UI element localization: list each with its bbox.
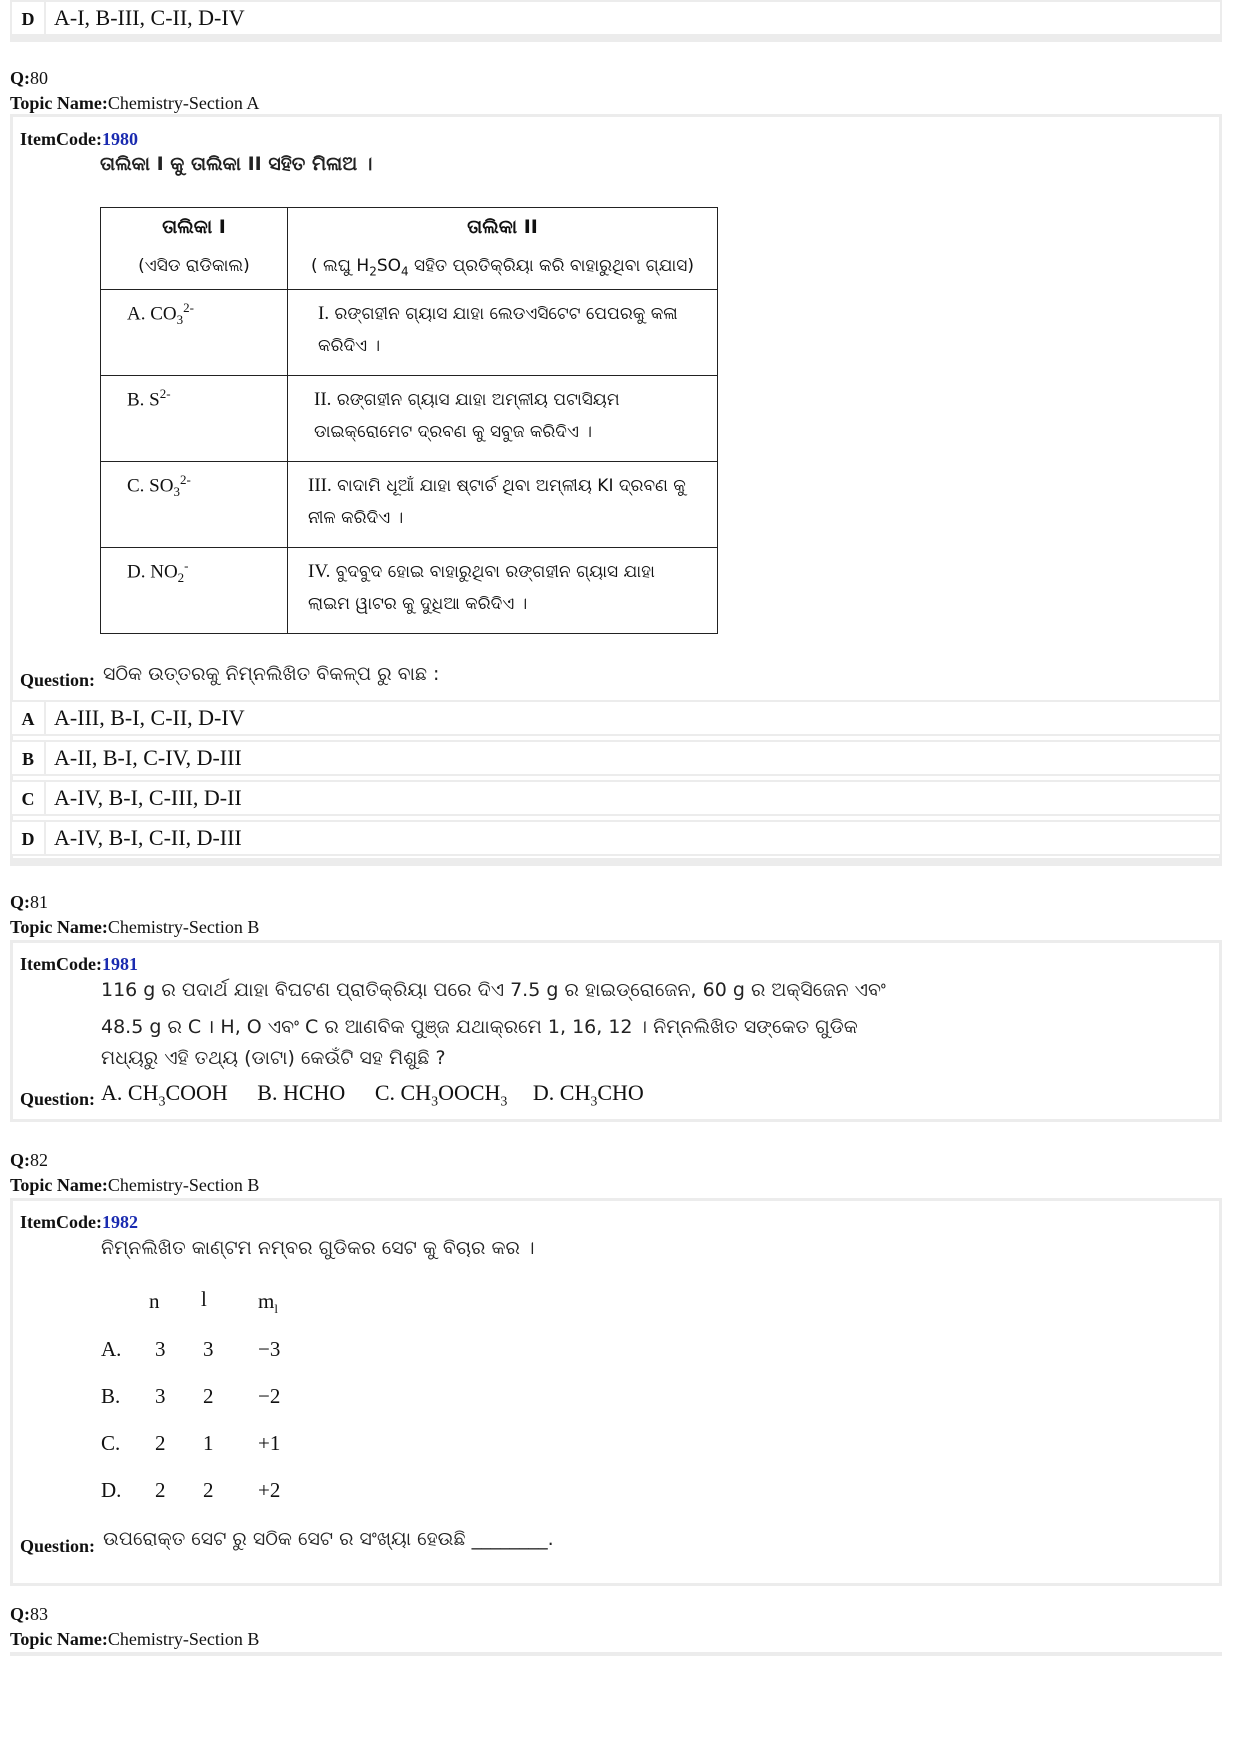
option-text: A-III, B-I, C-II, D-IV [54,705,245,730]
row-l: 3 [203,1337,214,1361]
row-ml: −3 [258,1337,281,1361]
question-number: Q:83 [10,1604,48,1624]
row-label: D. [101,1478,122,1502]
topic-name: Topic Name:Chemistry-Section B [10,1175,260,1195]
header-n: n [149,1289,160,1313]
table-row: D. $NO_2^-$ IV. ବୁଦବୁଦ ହୋଇ ବାହାରୁଥିବା ରଙ୍ଗହୀନ ଗ୍ୟାସ ଯାହା ଲାଇମ ୱାଟର କୁ ଦୁଧିଆ କରିଦିଏ । [101,548,718,634]
formula-options [101,1080,644,1110]
question-number: Q:81 [10,892,48,912]
option-d[interactable] [10,820,1222,856]
col1-header: ତାଲିକା I (ଏସିଡ ରାଡିକାଲ) [101,208,288,290]
row-l: 2 [203,1478,214,1502]
row-n: 3 [155,1384,166,1408]
item-code: ItemCode:1982 [20,1212,138,1232]
option-letter: B [12,742,46,774]
option-letter: C [12,782,46,814]
table-row: B. $S^{2-}$ II. ରଙ୍ଗହୀନ ଗ୍ୟାସ ଯାହା ଅମ୍ଳୀୟ ପଟାସିୟମ ଡାଇକ୍ରୋମେଟ ଦ୍ରବଣ କୁ ସବୁଜ କରିଦିଏ । [101,376,718,462]
option-a[interactable] [10,700,1222,736]
option-text: A-II, B-I, C-IV, D-III [54,745,242,770]
match-table [100,207,718,634]
col2-header: ତାଲିକା II ( ଲଘୁ $H_2SO_4$ ସହିତ ପ୍ରତିକ୍ରିୟା କରି ବାହାରୁଥିବା ଗ୍ଯାସ) [288,208,718,290]
option-b[interactable] [10,740,1222,776]
instruction-text: ତାଲିକା I କୁ ତାଲିକା II ସହିତ ମିଳାଅ । [100,153,373,175]
option-letter: D [12,822,46,854]
body-line-2: 48.5 g ର C । H, O ଏବଂ C ର ଆଣବିକ ପୁଞ୍ଜ ଯଥାକ୍ରମେ 1, 16, 12 । ନିମ୍ନଲିଖିତ ସଙ୍କେତ ଗୁଡିକ [101,1016,858,1038]
prev-option-d[interactable] [10,0,1222,36]
question-text: ଉପରୋକ୍ତ ସେଟ ରୁ ସଠିକ ସେଟ ର ସଂଖ୍ୟା ହେଉଛି ________. [103,1528,554,1550]
option-text: A-IV, B-I, C-II, D-III [54,825,242,850]
row-ml: +1 [258,1431,281,1455]
formula-b: B. HCHO [257,1080,346,1105]
option-text: A-I, B-III, C-II, D-IV [54,5,245,30]
table-row: C. $SO_3^{2-}$ III. ବାଦାମି ଧୂଆଁ ଯାହା ଷ୍ଟାର୍ଚ ଥିବା ଅମ୍ଳୀୟ KI ଦ୍ରବଣ କୁ ନୀଳ କରିଦିଏ । [101,462,718,548]
question-text: ସଠିକ ଉତ୍ତରକୁ ନିମ୍ନଲିଖିତ ବିକଳ୍ପ ରୁ ବାଛ : [103,663,440,685]
option-c[interactable] [10,780,1222,816]
row-label: A. [101,1337,122,1361]
row-n: 2 [155,1431,166,1455]
row-label: B. [101,1384,121,1408]
row-ml: +2 [258,1478,281,1502]
formula-c: C. $CH_3OOCH_3$ [374,1080,508,1110]
header-l: l [201,1287,207,1311]
question-label: Question: [20,1536,96,1556]
formula-d: D. $CH_3CHO$ [532,1080,644,1110]
item-code: ItemCode:1980 [20,129,138,149]
topic-name: Topic Name:Chemistry-Section A [10,93,260,113]
question-box-82 [10,1198,1222,1586]
question-label: Question: [20,670,96,690]
topic-name: Topic Name:Chemistry-Section B [10,917,260,937]
item-code: ItemCode:1981 [20,954,138,974]
section-divider [10,858,1222,864]
section-divider [10,36,1222,42]
question-label: Question: [20,1089,96,1109]
formula-a: A. $CH_3COOH$ [101,1080,228,1110]
row-n: 2 [155,1478,166,1502]
instruction-text: ନିମ୍ନଲିଖିତ କାଣ୍ଟମ ନମ୍ବର ଗୁଡିକର ସେଟ କୁ ବିଚାର କର । [101,1237,535,1259]
row-ml: −2 [258,1384,281,1408]
row-label: C. [101,1431,121,1455]
body-line-3: ମଧ୍ୟରୁ ଏହି ତଥ୍ୟ (ଡାଟା) କେଉଁଟି ସହ ମିଶୁଛି ? [101,1047,446,1069]
body-line-1: 116 g ର ପଦାର୍ଥ ଯାହା ବିଘଟଣ ପ୍ରାତିକ୍ରିୟା ପରେ ଦିଏ 7.5 g ର ହାଇଡ୍ରୋଜେନ, 60 g ର ଅକ୍ସିଜେନ ଏବଂ [101,979,886,1001]
table-row: A. $CO_3^{2-}$ I. ରଙ୍ଗହୀନ ଗ୍ୟାସ ଯାହା ଲେଡଏସିଟେଟ ପେପରକୁ କଳା କରିଦିଏ । [101,290,718,376]
topic-name: Topic Name:Chemistry-Section B [10,1629,260,1649]
option-text: A-IV, B-I, C-III, D-II [54,785,242,810]
row-l: 1 [203,1431,214,1455]
row-n: 3 [155,1337,166,1361]
option-letter: D [12,2,46,34]
row-l: 2 [203,1384,214,1408]
header-ml: $m_l$ [258,1289,278,1317]
section-divider [10,1652,1222,1656]
question-number: Q:82 [10,1150,48,1170]
question-number: Q:80 [10,68,48,88]
option-letter: A [12,702,46,734]
question-box-81 [10,940,1222,1122]
